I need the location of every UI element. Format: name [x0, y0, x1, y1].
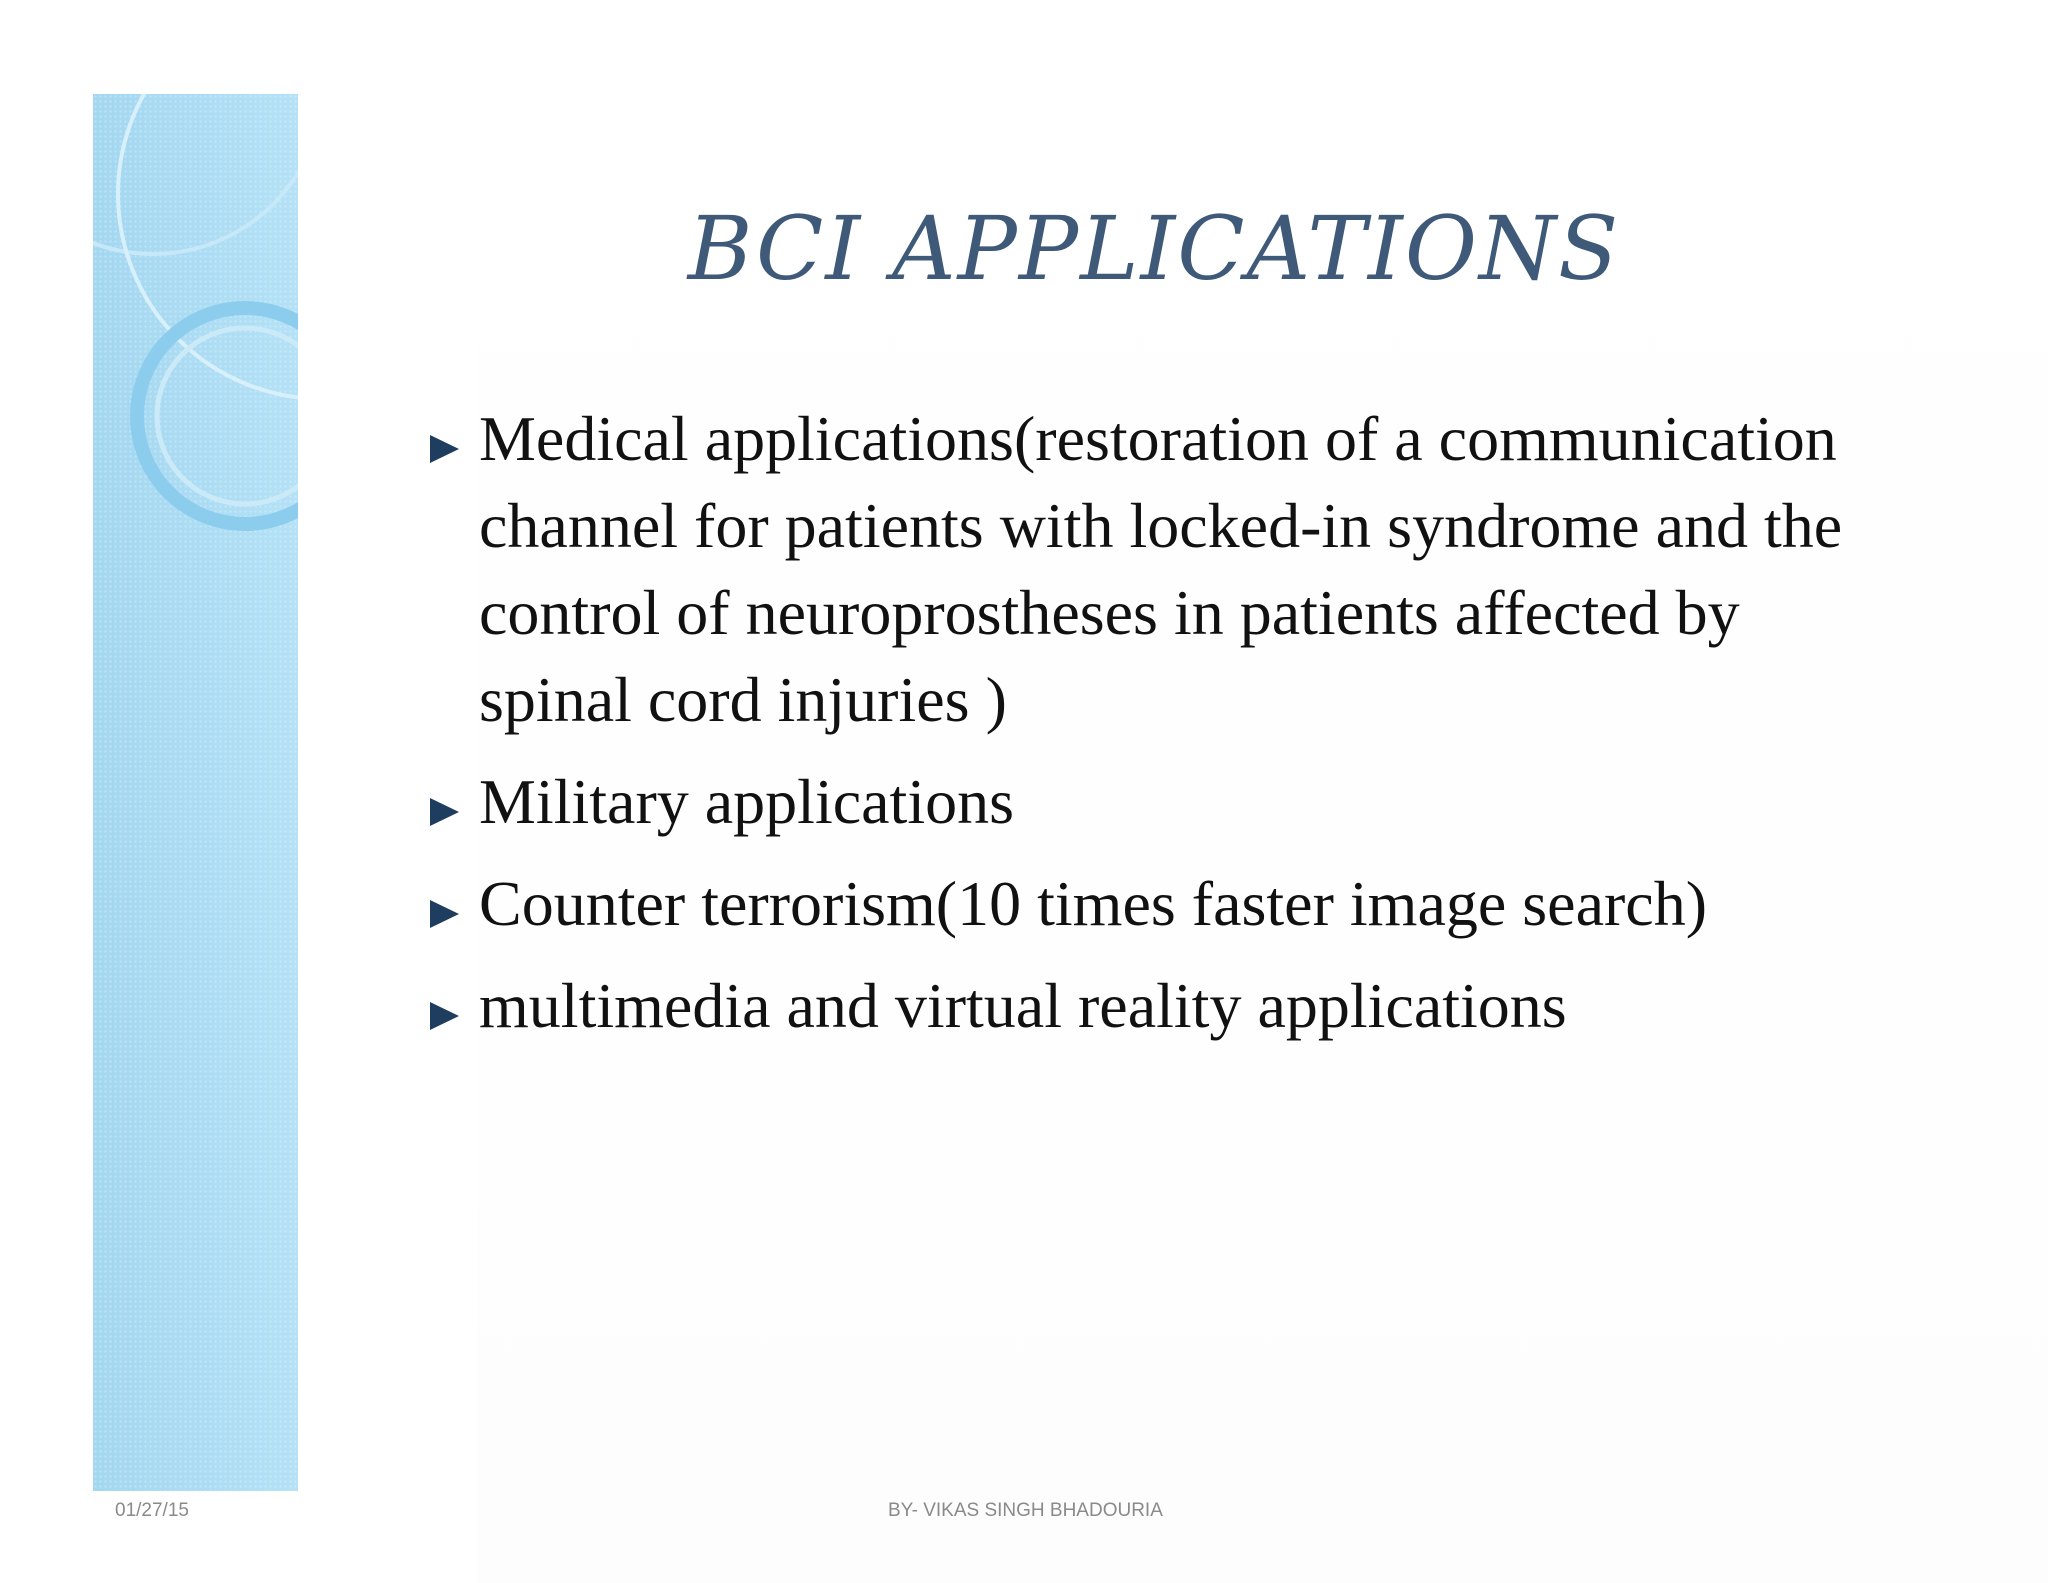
decor-ring-inner — [157, 328, 298, 504]
bullet-text: Medical applications(restoration of a communication channel for patients with locked-in syndrome and the control of neuroprostheses in patients affected by spinal cord injuries ) — [479, 403, 1843, 735]
footer-author: BY- VIKAS SINGH BHADOURIA — [888, 1500, 1163, 1521]
bullet-text: Counter terrorism(10 times faster image search) — [479, 868, 1707, 939]
bullet-list — [428, 395, 1908, 1064]
decor-ring-outer — [137, 308, 298, 524]
triangle-bullet-icon — [430, 798, 459, 826]
bullet-item-multimedia — [428, 962, 1908, 1049]
footer-date: 01/27/15 — [115, 1500, 189, 1521]
triangle-bullet-icon — [430, 435, 459, 463]
bullet-item-counter-terrorism — [428, 860, 1908, 947]
bullet-item-military — [428, 758, 1908, 845]
triangle-bullet-icon — [430, 1002, 459, 1030]
bullet-text: multimedia and virtual reality applications — [479, 970, 1567, 1041]
triangle-bullet-icon — [430, 900, 459, 928]
decor-arc-top — [93, 94, 298, 254]
slide-title: BCI APPLICATIONS — [687, 197, 1621, 300]
decorative-circles — [93, 94, 298, 1491]
bullet-text: Military applications — [479, 766, 1014, 837]
decorative-side-bar — [93, 94, 298, 1491]
bullet-item-medical — [428, 395, 1908, 743]
